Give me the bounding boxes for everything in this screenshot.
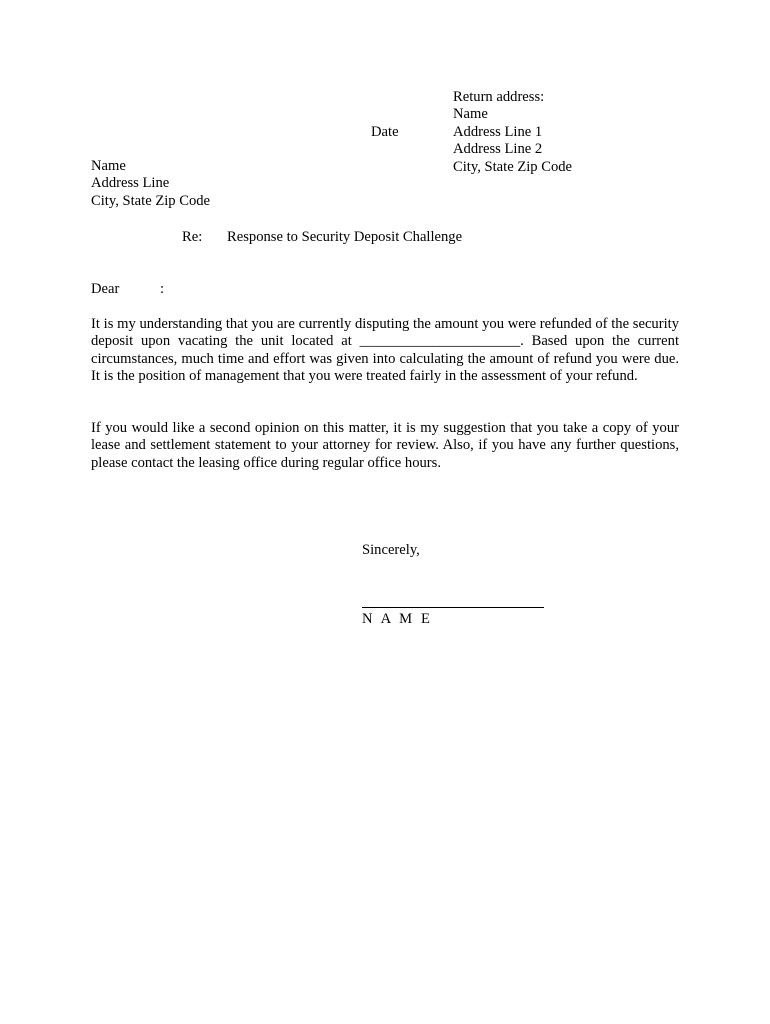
date-label: Date xyxy=(371,124,399,140)
body-paragraph-2: If you would like a second opinion on this matter, it is my suggestion that you take a copy of your lease and settlement statement to your attorney for review. Also, if you have any further questions, please contact the leasing office during regular office hours. xyxy=(91,420,679,471)
return-address-name: Name xyxy=(453,106,488,123)
signer-name: N A M E xyxy=(362,611,433,627)
return-address-heading: Return address: xyxy=(453,89,545,105)
recipient-address-line: Address Line xyxy=(91,175,170,192)
salutation-colon: : xyxy=(160,281,165,297)
subject-label: Re: xyxy=(182,229,203,245)
closing-text: Sincerely, xyxy=(362,542,420,558)
return-address-block xyxy=(453,89,572,176)
return-address-line-1: Address Line 1 xyxy=(453,123,543,140)
return-address-city-state-zip: City, State Zip Code xyxy=(453,158,573,175)
body-paragraph-1: It is my understanding that you are currently disputing the amount you were refunded of the security deposit upon vacating the unit located at ______________________. Based upon the current circumstances, much time and effort was given into calculating the amount of refund you were due. It is the position of management that you were treated fairly in the assessment of your refund. xyxy=(91,316,679,385)
return-address-line-2: Address Line 2 xyxy=(453,141,543,158)
recipient-address-block xyxy=(91,158,210,210)
subject-text: Response to Security Deposit Challenge xyxy=(227,229,463,245)
signature-line xyxy=(362,607,544,608)
recipient-name: Name xyxy=(91,158,126,174)
recipient-city-state-zip: City, State Zip Code xyxy=(91,192,211,209)
salutation-word: Dear xyxy=(91,281,120,297)
